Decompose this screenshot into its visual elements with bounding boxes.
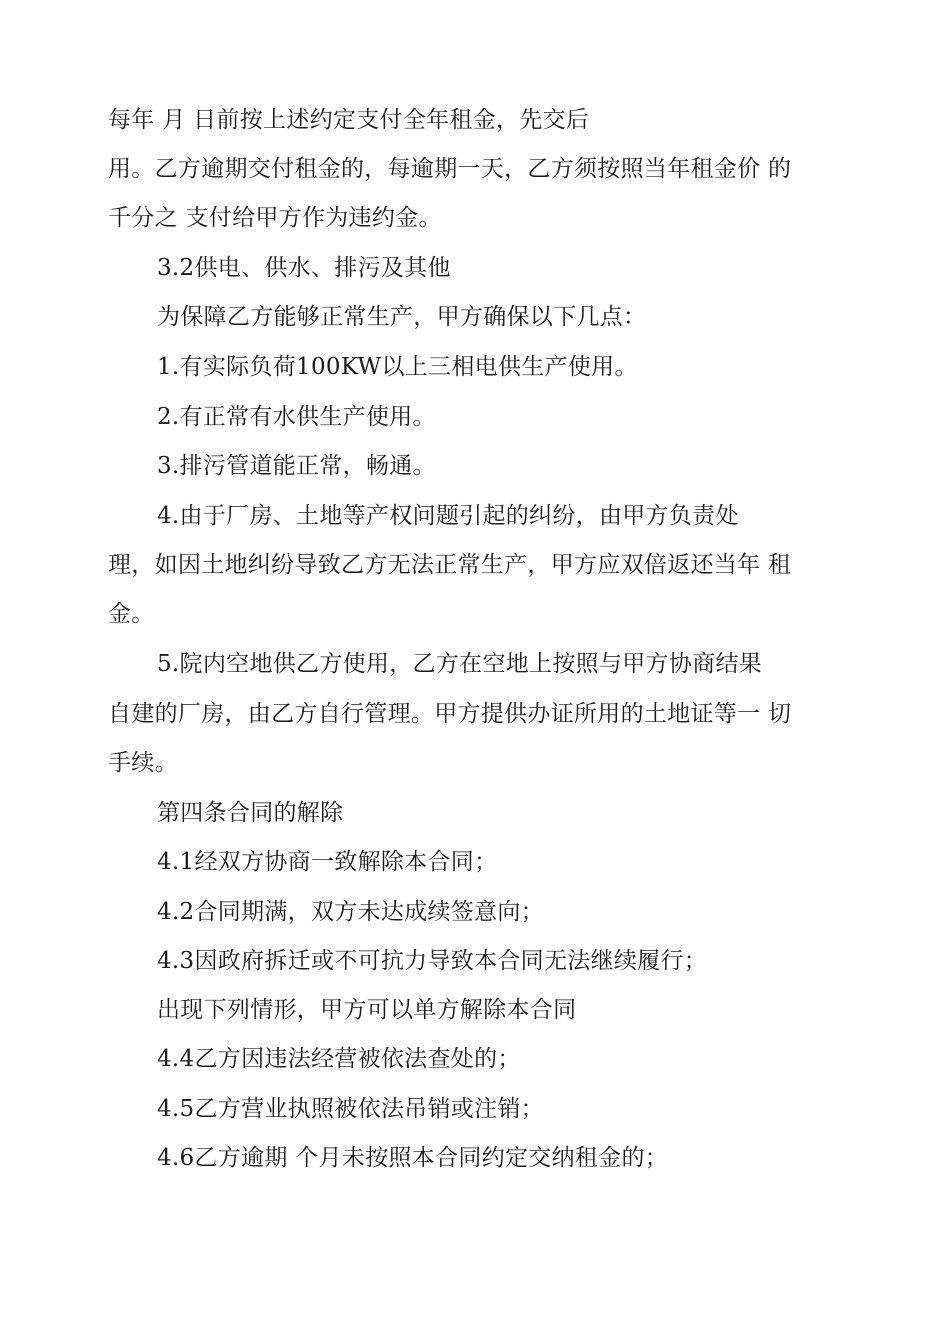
section-heading: 3.2供电、供水、排污及其他 <box>157 255 451 281</box>
list-item: 2.有正常有水供生产使用。 <box>157 404 436 430</box>
paragraph-line: 出现下列情形，甲方可以单方解除本合同 <box>157 997 577 1023</box>
list-item: 4.3因政府拆迁或不可抗力导致本合同无法继续履行； <box>157 948 708 974</box>
paragraph-line: 千分之 支付给甲方作为违约金。 <box>108 205 442 231</box>
paragraph-line: 手续。 <box>108 750 178 776</box>
paragraph-line: 用。乙方逾期交付租金的，每逾期一天，乙方须按照当年租金价 的 <box>108 156 792 182</box>
section-heading: 第四条合同的解除 <box>157 800 344 826</box>
list-item: 4.6乙方逾期 个月未按照本合同约定交纳租金的； <box>157 1145 669 1171</box>
list-item: 3.排污管道能正常，畅通。 <box>157 453 436 479</box>
paragraph-line: 理，如因土地纠纷导致乙方无法正常生产，甲方应双倍返还当年 租 <box>108 552 792 578</box>
paragraph-line: 自建的厂房，由乙方自行管理。甲方提供办证所用的土地证等一 切 <box>108 701 792 727</box>
paragraph-line: 每年 月 日前按上述约定支付全年租金，先交后 <box>108 107 590 133</box>
list-item: 5.院内空地供乙方使用，乙方在空地上按照与甲方协商结果 <box>157 651 763 677</box>
paragraph-line: 为保障乙方能够正常生产，甲方确保以下几点： <box>157 304 647 330</box>
list-item: 4.1经双方协商一致解除本合同； <box>157 849 498 875</box>
list-item: 4.由于厂房、土地等产权问题引起的纠纷，由甲方负责处 <box>157 503 739 529</box>
list-item: 4.2合同期满，双方未达成续签意向； <box>157 899 544 925</box>
list-item: 1.有实际负荷100KW以上三相电供生产使用。 <box>157 354 638 380</box>
paragraph-line: 金。 <box>108 601 155 627</box>
list-item: 4.5乙方营业执照被依法吊销或注销； <box>157 1096 544 1122</box>
list-item: 4.4乙方因违法经营被依法查处的； <box>157 1046 521 1072</box>
